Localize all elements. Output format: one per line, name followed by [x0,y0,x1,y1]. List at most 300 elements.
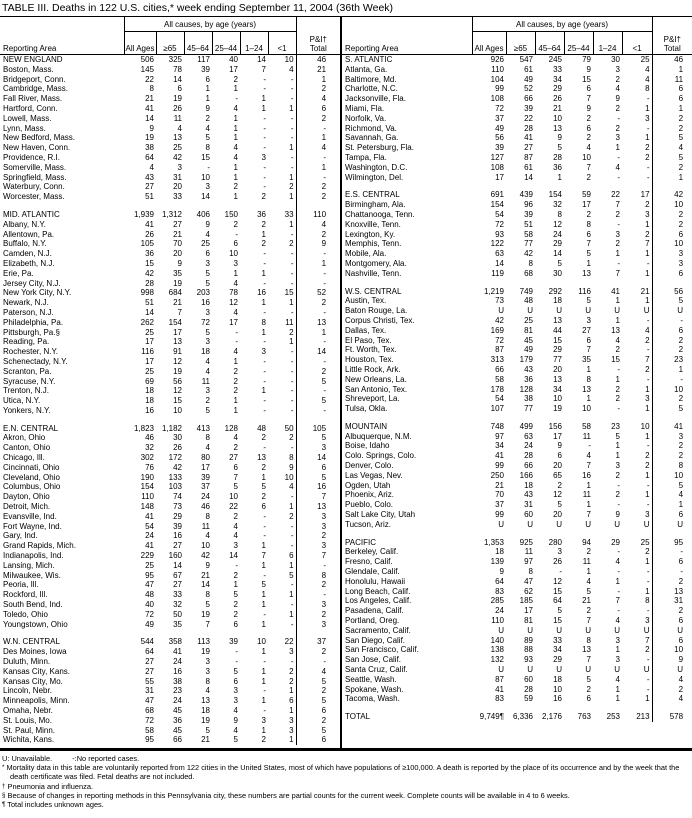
value-cell: U [614,306,620,316]
value-cell: 27 [582,325,591,335]
value-cell: 2 [645,200,650,210]
reporting-area-cell: Jersey City, N.J. [3,278,61,288]
reporting-area-cell: Colo. Springs, Colo. [345,451,417,461]
value-cell: - [617,547,620,557]
value-cell: - [617,586,620,596]
value-cell: 20 [173,182,182,192]
value-cell: 4 [205,531,210,541]
value-cell: - [290,278,294,288]
value-cell: 58 [495,374,504,384]
value-cell: - [263,405,266,415]
reporting-area-cell: Reading, Pa. [3,337,50,347]
value-cell: 13 [173,337,182,347]
reporting-area-cell: E.S. CENTRAL [345,190,400,200]
value-cell: 4 [586,451,591,461]
value-cell: 3 [645,113,650,123]
value-cell: 14 [495,258,504,268]
value-cell: 691 [490,190,504,200]
value-cell: 9 [289,462,294,472]
value-cell: 1 [615,645,620,655]
value-cell: 4 [233,433,238,443]
value-cell: 2,176 [541,712,562,722]
value-cell: 8 [205,590,210,600]
value-cell: 24 [173,657,182,667]
value-cell: 10 [553,684,562,694]
footnote-marker: ¶ [2,801,6,809]
city-row [342,210,692,220]
value-cell: 14 [201,192,210,202]
value-cell: 2 [289,182,294,192]
value-cell: 17 [201,462,210,472]
value-cell: 6 [205,249,210,259]
value-cell: 9 [149,123,154,133]
value-cell: 285 [490,596,504,606]
city-row [0,328,340,338]
city-row [342,94,692,104]
pi-total-cell: 2 [296,182,340,192]
value-cell: 34 [553,645,562,655]
value-cell: 9 [615,94,620,104]
value-cell: 4 [233,347,238,357]
city-row [0,406,340,416]
pi-total-cell: 5 [652,133,692,143]
value-cell: 20 [553,510,562,520]
value-cell: - [617,113,620,123]
region-row [0,424,340,434]
value-cell: - [646,374,650,384]
value-cell: 21 [201,570,210,580]
value-cell: 3 [615,64,620,74]
value-cell: 2 [615,384,620,394]
reporting-area-header: Reporting Area [0,17,124,55]
value-cell: 36 [257,209,266,219]
value-cell: 74 [173,492,182,502]
value-cell: U [527,519,533,529]
value-cell: 72 [495,103,504,113]
value-cell: 9 [205,103,210,113]
reporting-area-cell: Springfield, Mass. [3,172,67,182]
city-row [342,249,692,259]
value-cell: 6 [205,74,210,84]
age-col-1-24: 1–24 [240,32,268,55]
value-cell: 16 [201,298,210,308]
value-cell: U [614,665,620,675]
value-cell: 29 [553,345,562,355]
value-cell: 185 [519,596,533,606]
value-cell: 6 [289,551,294,561]
value-cell: 22 [145,74,154,84]
value-cell: 1 [289,502,294,512]
section-gap-row [342,414,692,422]
value-cell: 51 [145,298,154,308]
reporting-area-cell: TOTAL [345,712,371,722]
value-cell: 15 [145,258,154,268]
value-cell: 1,939 [133,209,154,219]
value-cell: 2 [233,511,238,521]
pi-total-cell: 6 [652,326,692,336]
city-row [0,143,340,153]
reporting-area-cell: Omaha, Nebr. [3,706,53,715]
city-row [342,375,692,385]
age-col-45-64: 45–64 [535,32,564,55]
value-cell: 1 [261,600,266,610]
value-cell: 43 [524,364,533,374]
city-row [342,173,692,183]
value-cell: 2 [645,451,650,461]
value-cell: 3 [289,647,294,657]
value-cell: 32 [145,443,154,453]
value-cell: 1 [233,123,238,133]
reporting-area-cell: Little Rock, Ark. [345,364,401,374]
value-cell: 506 [140,55,154,64]
value-cell: U [556,306,562,316]
city-row [342,355,692,365]
value-cell: 46 [201,502,210,512]
value-cell: 8 [557,209,562,219]
reporting-area-cell: Fort Wayne, Ind. [3,521,62,531]
value-cell: 10 [173,405,182,415]
city-row [0,318,340,328]
value-cell: 9 [557,441,562,451]
value-cell: 28 [524,451,533,461]
pi-total-cell: 5 [296,396,340,406]
value-cell: 10 [229,249,238,259]
city-row [342,577,692,587]
value-cell: 3 [205,666,210,676]
value-cell: 103 [168,482,182,492]
pi-total-cell: 4 [652,143,692,153]
value-cell: 113 [197,637,210,647]
value-cell: 5 [557,258,562,268]
city-row [0,590,340,600]
pi-total-cell: 2 [652,336,692,346]
pi-total-cell: - [296,386,340,396]
value-cell: 38 [145,143,154,153]
value-cell: 41 [145,219,154,229]
city-row [342,133,692,143]
value-cell: 9 [586,64,591,74]
value-cell: 1 [615,441,620,451]
value-cell: 2 [289,511,294,521]
value-cell: 166 [519,470,533,480]
pi-total-cell: 42 [652,190,692,200]
value-cell: 13 [257,453,266,463]
value-cell: 16 [582,470,591,480]
value-cell: 89 [524,635,533,645]
value-cell: 3 [645,209,650,219]
value-cell: 27 [173,541,182,551]
value-cell: 154 [548,190,562,200]
pi-total-cell: 1 [296,328,340,338]
value-cell: 3 [586,315,591,325]
value-cell: 5 [205,133,210,143]
value-cell: 3 [233,696,238,706]
value-cell: 22 [284,637,294,647]
value-cell: 105 [140,239,154,249]
pi-total-cell: 4 [296,143,340,153]
city-row [0,561,340,571]
city-row [0,357,340,367]
region-row [342,190,692,200]
value-cell: 8 [205,676,210,686]
value-cell: 7 [586,239,591,249]
pi-total-cell: 7 [296,492,340,502]
section-gap-row [0,416,340,424]
value-cell: 18 [524,480,533,490]
city-row [0,249,340,259]
value-cell: 133 [168,472,182,482]
city-row [0,482,340,492]
value-cell: 1 [615,694,620,704]
value-cell: 63 [495,249,504,259]
city-row [342,557,692,567]
value-cell: 14 [145,307,154,317]
value-cell: 27 [145,182,154,192]
value-cell: 6,336 [512,712,533,722]
reporting-area-cell: Seattle, Wash. [345,674,397,684]
pi-total-cell: 52 [296,288,340,298]
city-row [0,512,340,522]
value-cell: 11 [201,376,210,386]
value-cell: 7 [615,596,620,606]
footnote-marker: * [2,764,5,772]
pi-total-cell: 10 [652,239,692,249]
value-cell: 313 [490,355,504,365]
value-cell: 11 [173,113,182,123]
value-cell: 2 [586,209,591,219]
value-cell: 5 [233,735,238,745]
city-row [0,153,340,163]
value-cell: 59 [524,694,533,704]
city-row [0,230,340,240]
value-cell: 1 [586,500,591,510]
value-cell: 62 [524,586,533,596]
value-cell: 6 [233,239,238,249]
value-cell: 83 [495,694,504,704]
value-cell: - [617,364,620,374]
city-row [0,124,340,134]
value-cell: 7 [586,162,591,172]
value-cell: - [617,404,620,414]
pi-total-cell: - [296,590,340,600]
value-cell: 33 [553,64,562,74]
value-cell: 1 [557,172,562,182]
value-cell: 1 [261,676,266,686]
reporting-area-cell: Cleveland, Ohio [3,472,60,482]
value-cell: 18 [553,674,562,684]
value-cell: 1 [233,172,238,182]
value-cell: 7 [645,355,650,365]
city-row [0,239,340,249]
value-cell: 39 [229,637,238,647]
value-cell: 8 [528,258,533,268]
value-cell: 763 [577,712,591,722]
value-cell: 2 [645,364,650,374]
value-cell: 83 [495,586,504,596]
value-cell: 26 [173,443,182,453]
value-cell: 1 [289,560,294,570]
value-cell: 17 [582,200,591,210]
value-cell: 2 [289,676,294,686]
value-cell: 99 [495,510,504,520]
value-cell: 2 [615,103,620,113]
value-cell: 34 [553,74,562,84]
value-cell: 2 [233,182,238,192]
section-gap-row [342,279,692,287]
value-cell: 2 [205,113,210,123]
value-cell: - [263,609,266,619]
value-cell: - [290,84,294,94]
reporting-area-cell: Utica, N.Y. [3,396,41,406]
value-cell: 27 [524,143,533,153]
reporting-area-cell: Spokane, Wash. [345,684,404,694]
reporting-area-cell: Gary, Ind. [3,531,38,541]
value-cell: 4 [233,103,238,113]
table-title: TABLE III. Deaths in 122 U.S. cities,* week ending September 11, 2004 (36th Week) [2,2,394,14]
age-col-all-ages: All Ages [124,32,156,55]
value-cell: 2 [615,490,620,500]
pi-total-cell: 5 [652,153,692,163]
value-cell: 99 [495,84,504,94]
value-cell: 2 [233,570,238,580]
value-cell: 49 [524,74,533,84]
value-cell: 30 [173,433,182,443]
pi-total-cell: 1 [652,500,692,510]
reporting-area-cell: MOUNTAIN [345,421,388,431]
value-cell: 46 [145,433,154,443]
value-cell: 11 [582,557,591,567]
value-cell: - [263,172,266,182]
value-cell: 93 [524,655,533,665]
value-cell: - [263,143,266,153]
value-cell: 5 [233,666,238,676]
city-row [0,133,340,143]
city-row [0,667,340,677]
reporting-area-cell: Buffalo, N.Y. [3,239,47,249]
city-row [342,114,692,124]
city-row [342,220,692,230]
reporting-area-cell: Long Beach, Calif. [345,586,411,596]
city-row [342,636,692,646]
all-causes-span-header: All causes, by age (years) [472,17,652,32]
pi-total-cell: 6 [296,104,340,114]
reporting-area-cell: Jacksonville, Fla. [345,94,406,104]
value-cell: U [643,519,650,529]
value-cell: 2 [261,239,266,249]
pi-total-cell: 3 [296,512,340,522]
value-cell: 96 [524,200,533,210]
city-row [0,443,340,453]
value-cell: - [235,560,238,570]
city-row [0,735,340,745]
value-cell: 13 [582,645,591,655]
value-cell: 24 [524,441,533,451]
pi-total-header: P&I† Total [296,17,340,55]
value-cell: 47 [524,576,533,586]
value-cell: - [263,686,266,696]
reporting-area-cell: Evansville, Ind. [3,511,57,521]
value-cell: 14 [524,172,533,182]
pi-total-cell: 2 [652,220,692,230]
value-cell: - [290,356,294,366]
reporting-area-cell: Lansing, Mich. [3,560,55,570]
value-cell: 6 [233,462,238,472]
city-row [0,173,340,183]
pi-total-cell: 5 [296,377,340,387]
value-cell: U [614,519,620,529]
pi-total-cell: 6 [652,557,692,567]
value-cell: U [643,625,650,635]
value-cell: 3 [615,635,620,645]
value-cell: 28 [145,278,154,288]
pi-total-cell: 105 [296,424,340,434]
value-cell: 128 [519,384,533,394]
value-cell: 3 [261,152,266,162]
value-cell: 23 [611,421,620,431]
value-cell: - [290,307,294,317]
value-cell: 684 [168,288,182,298]
age-col-65plus: ≥65 [156,32,184,55]
value-cell: 280 [548,537,562,547]
pi-total-cell: 5 [296,433,340,443]
value-cell: 66 [495,364,504,374]
value-cell: 4 [205,443,210,453]
value-cell: 21 [553,103,562,113]
legend-line [2,754,690,763]
region-row [342,287,692,297]
city-row [0,104,340,114]
value-cell: 1 [645,296,650,306]
value-cell: 3 [289,725,294,735]
value-cell: 22 [524,113,533,123]
value-cell: 10 [553,394,562,404]
reporting-area-cell: San Francisco, Calif. [345,645,419,655]
value-cell: 3 [261,347,266,357]
value-cell: 17 [495,172,504,182]
value-cell: 11 [285,317,294,327]
pi-total-cell: 1 [652,173,692,183]
reporting-area-cell: Yonkers, N.Y. [3,405,51,415]
section-gap-row [0,202,340,210]
value-cell: 169 [490,325,504,335]
pi-total-cell: - [296,153,340,163]
value-cell: 26 [553,557,562,567]
value-cell: 2 [645,645,650,655]
value-cell: 1 [586,394,591,404]
city-row [342,626,692,636]
value-cell: - [646,123,650,133]
pi-total-cell: 6 [652,94,692,104]
value-cell: 43 [524,490,533,500]
value-cell: 1 [645,694,650,704]
footnote-mortality: * Mortality data in this table are voluntarily reported from 122 cities in the United States, most of which have populations of ≥100,000. A death is reported by the place of its occurrence and by the week that the death certificate was filed. Fetal deaths are not included. [2,763,680,782]
value-cell: 73 [173,502,182,512]
reporting-area-cell: Glendale, Calif. [345,567,400,577]
value-cell: 6 [233,619,238,629]
value-cell: 1,353 [483,537,504,547]
value-cell: 127 [490,152,504,162]
reporting-area-cell: Erie, Pa. [3,268,34,278]
value-cell: 4 [615,557,620,567]
value-cell: 1,823 [133,423,154,433]
reporting-area-cell: Knoxville, Tenn. [345,219,401,229]
value-cell: 18 [201,706,210,715]
value-cell: 8 [586,219,591,229]
reporting-area-cell: New York City, N.Y. [3,288,72,298]
reporting-area-cell: Salt Lake City, Utah [345,510,416,520]
city-row [0,647,340,657]
city-row [342,345,692,355]
